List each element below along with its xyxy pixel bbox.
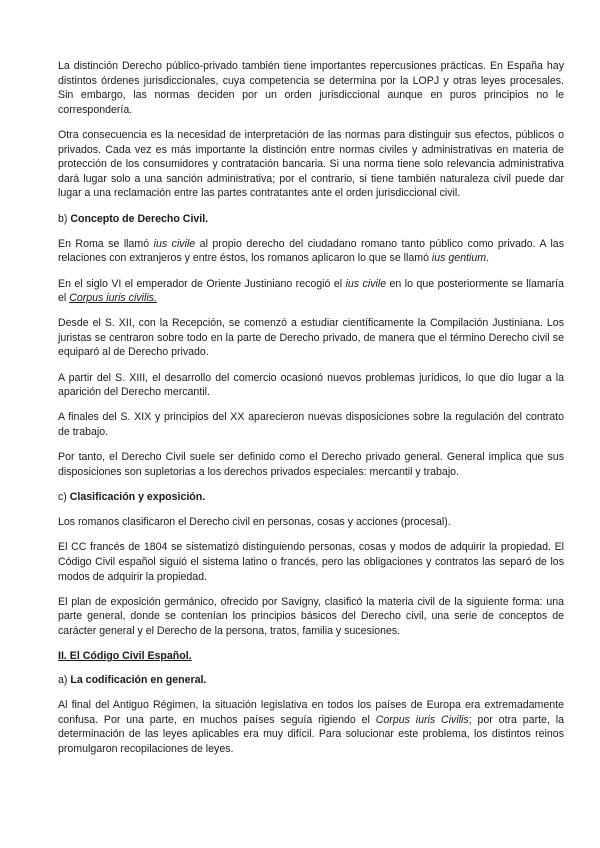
heading-codificacion-general — [58, 673, 564, 688]
text-run: ; por otra parte, la determinación de las leyes aplicables era muy difícil. Para solucionar este problema, los distintos reinos promulgaron recopilaciones de leyes. — [58, 713, 564, 755]
text-run: en lo que posteriormente se llamaría el — [58, 277, 564, 305]
paragraph-derecho-mercantil: A partir del S. XIII, el desarrollo del comercio ocasionó nuevos problemas jurídicos, lo que dio lugar a la aparición del Derecho mercantil. — [58, 371, 564, 399]
italic-term: Corpus iuris Civilis — [375, 713, 469, 726]
italic-term: ius civile — [345, 277, 387, 290]
text-run: Al final del Antiguo Régimen, la situación legislativa en todos los países de Europa era extremadamente confusa. Por una parte, en muchos países seguía rigiendo el — [58, 698, 564, 726]
paragraph-public-private-distinction: La distinción Derecho público-privado también tiene importantes repercusiones prácticas. En España hay distintos órdenes jurisdiccionales, cuya competencia se determina por la LOPJ y otras leyes procesales. Sin embargo, las normas deciden por un orden jurisdiccional aunque en puros principios no le correspondería. — [58, 60, 564, 116]
paragraph-contrato-trabajo: A finales del S. XIX y principios del XX aparecieron nuevas disposiciones sobre la regulación del contrato de trabajo. — [58, 411, 564, 439]
heading-title: Concepto de Derecho Civil. — [70, 212, 209, 225]
paragraph-roma-ius-civile — [58, 237, 564, 266]
text-run: En el siglo VI el emperador de Oriente Justiniano recogió el — [58, 277, 346, 290]
heading-concepto-derecho-civil — [58, 212, 564, 227]
heading-codigo-civil-espanol: II. El Código Civil Español. — [58, 650, 192, 663]
heading-prefix: b) — [58, 212, 71, 225]
heading-title: La codificación en general. — [70, 673, 207, 686]
italic-term: ius gentium — [431, 252, 487, 265]
text-run: En Roma se llamó — [58, 237, 154, 250]
italic-term — [69, 292, 157, 304]
underlined-term: Corpus iuris civilis. — [69, 292, 157, 305]
paragraph-plan-germanico: El plan de exposición germánico, ofrecido por Savigny, clasificó la materia civil de la siguiente forma: una parte general, donde se contenían los principios básicos del Derecho civil, una serie de conceptos de carácter general y el Derecho de la persona, tratos, familia y sucesiones. — [58, 595, 564, 637]
heading-clasificacion-exposicion — [58, 490, 564, 505]
text-run: . — [486, 252, 490, 265]
heading-prefix: c) — [58, 491, 70, 503]
paragraph-cc-frances: El CC francés de 1804 se sistematizó distinguiendo personas, cosas y modos de adquirir la propiedad. El Código Civil español siguió el sistema latino o francés, pero las obligaciones y contratos las separó de los modos de adquirir la propiedad. — [58, 541, 564, 583]
paragraph-romanos-clasificaron: Los romanos clasificaron el Derecho civil en personas, cosas y acciones (procesal). — [58, 516, 451, 529]
paragraph-recepcion: Desde el S. XII, con la Recepción, se comenzó a estudiar científicamente la Compilación Justiniana. Los juristas se centraron sobre todo en la parte de Derecho privado, de manera que el término Derecho civil se equiparó al de Derecho privado. — [58, 317, 564, 359]
paragraph-justiniano — [58, 277, 564, 306]
italic-term: ius civile — [153, 237, 196, 250]
paragraph-antiguo-regimen — [58, 698, 564, 756]
heading-title: Clasificación y exposición. — [69, 491, 206, 503]
document-page — [58, 59, 564, 767]
text-run: al propio derecho del ciudadano romano tanto público como privado. A las relaciones con extranjeros y entre éstos, los romanos aplicaron lo que se llamó — [58, 237, 564, 265]
paragraph-interpretation-consequence: Otra consecuencia es la necesidad de interpretación de las normas para distinguir sus efectos, públicos o privados. Cada vez es más importante la distinción entre normas civiles y administrativas en materia de protección de los consumidores y contratación bancaria. Si una norma tiene solo relevancia administrativa dará lugar solo a una sanción administrativa; por el contrario, si tiene también naturaleza civil puede dar lugar a una reclamación entre las partes contratantes ante el orden jurisdiccional civil. — [58, 128, 564, 200]
heading-prefix: a) — [58, 673, 71, 686]
paragraph-derecho-privado-general: Por tanto, el Derecho Civil suele ser definido como el Derecho privado general. General implica que sus disposiciones son supletorias a los derechos privados especiales: mercantil y trabajo. — [58, 451, 564, 478]
